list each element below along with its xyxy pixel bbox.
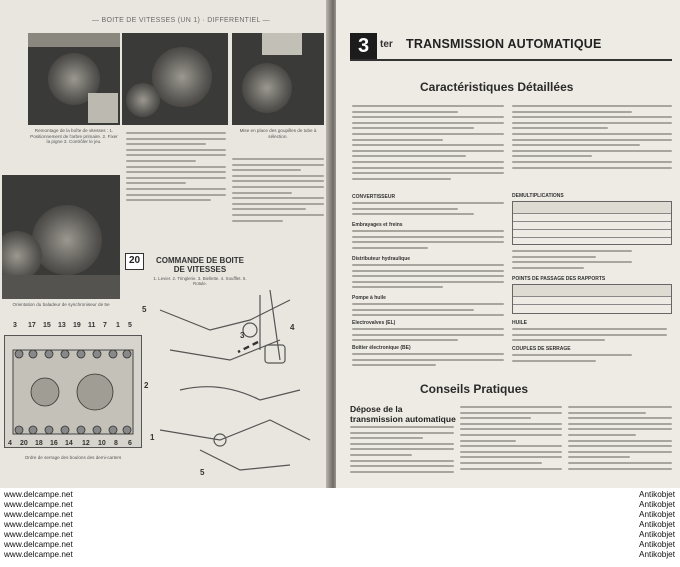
linkage-drawing — [140, 290, 320, 480]
watermark-left: www.delcampe.net — [4, 510, 73, 519]
diagram-number: 17 — [28, 322, 36, 329]
diagram-number: 13 — [58, 322, 66, 329]
diagram-number: 3 — [13, 322, 17, 329]
photo-gearbox-2 — [122, 33, 228, 125]
right-text-column-1 — [352, 105, 504, 183]
chapter-suffix: ter — [380, 39, 393, 50]
left-text-column-2 — [232, 158, 324, 225]
left-page — [0, 0, 336, 488]
right-text-block — [352, 353, 504, 370]
subhead-electrovalves: Electrovalves (EL) — [352, 320, 396, 326]
photo-synchro — [2, 175, 120, 299]
bolt-order-diagram — [4, 335, 142, 448]
subhead-distributeur: Distributeur hydraulique — [352, 256, 411, 262]
diagram-number: 12 — [82, 440, 90, 447]
watermark-left: www.delcampe.net — [4, 500, 73, 509]
diagram-number: 6 — [128, 440, 132, 447]
diagram-number: 8 — [114, 440, 118, 447]
diagram-number: 10 — [98, 440, 106, 447]
watermark-left: www.delcampe.net — [4, 490, 73, 499]
subhead-points-passage: POINTS DE PASSAGE DES RAPPORTS — [512, 276, 606, 282]
diagram-number: 1 — [116, 322, 120, 329]
diagram-number: 16 — [50, 440, 58, 447]
drawing-number: 4 — [290, 323, 295, 332]
shift-points-table — [512, 284, 672, 314]
photo-caption-2: Mise en place des goupilles de tube à sélection. — [239, 128, 317, 139]
diagram-number: 15 — [43, 322, 51, 329]
section-title: COMMANDE DE BOITE DE VITESSES — [156, 256, 244, 274]
watermark-right: Antikobjet — [639, 520, 675, 529]
diagram-number: 18 — [35, 440, 43, 447]
right-text-column-4 — [460, 406, 562, 473]
running-head: — BOITE DE VITESSES (UN 1) · DIFFERENTIEL — — [92, 17, 270, 24]
drawing-number: 2 — [144, 381, 149, 390]
diagram-number: 5 — [128, 322, 132, 329]
right-text-block — [512, 328, 667, 345]
section-number: 20 — [125, 253, 144, 270]
diagram-number: 14 — [65, 440, 73, 447]
drawing-number: 1 — [150, 433, 155, 442]
drawing-number: 5 — [142, 305, 147, 314]
diagram-number: 4 — [8, 440, 12, 447]
demultiplication-table — [512, 201, 672, 245]
drawing-number: 3 — [240, 331, 245, 340]
right-text-block — [352, 328, 504, 345]
subhead-pompe: Pompe à huile — [352, 295, 386, 301]
watermark-right: Antikobjet — [639, 550, 675, 559]
right-text-column-3 — [350, 426, 454, 476]
heading-caracteristiques: Caractéristiques Détaillées — [420, 80, 574, 94]
right-text-block — [512, 354, 632, 365]
diagram-number: 11 — [88, 322, 96, 329]
left-text-column-1 — [126, 132, 226, 205]
right-text-block — [352, 202, 504, 219]
diagram-number: 19 — [73, 322, 81, 329]
subhead-couples: COUPLES DE SERRAGE — [512, 346, 571, 352]
watermark-right: Antikobjet — [639, 530, 675, 539]
diagram-number: 20 — [20, 440, 28, 447]
photo-caption-4: Ordre de serrage des boulons des demi-carters — [24, 455, 122, 460]
title-rule — [350, 59, 672, 61]
right-text-block — [352, 303, 504, 320]
watermark-right: Antikobjet — [639, 540, 675, 549]
right-text-block — [352, 230, 504, 252]
watermark-left: www.delcampe.net — [4, 550, 73, 559]
watermark-strip — [0, 488, 680, 567]
watermark-left: www.delcampe.net — [4, 530, 73, 539]
chapter-number: 3 — [350, 33, 377, 59]
subheading-depose: Dépose de la transmission automatique — [350, 404, 456, 424]
photo-caption-3: Orientation du baladeur de synchroniseur de 5e — [12, 302, 110, 307]
section-subtitle: 1. Levier. 2. Tringlerie. 3. Biellette. 4. Soufflet. 5. Rotule. — [153, 276, 247, 287]
watermark-right: Antikobjet — [639, 510, 675, 519]
subhead-convertisseur: CONVERTISSEUR — [352, 194, 396, 200]
chapter-title: TRANSMISSION AUTOMATIQUE — [406, 37, 602, 51]
watermark-right: Antikobjet — [639, 490, 675, 499]
photo-gearbox-1 — [28, 33, 120, 125]
heading-conseils: Conseils Pratiques — [420, 382, 529, 396]
drawing-number: 5 — [200, 468, 205, 477]
right-text-column-2 — [512, 105, 672, 172]
right-text-block — [352, 264, 504, 292]
subhead-demultiplications: DEMULTIPLICATIONS — [512, 193, 564, 199]
subhead-embrayages: Embrayages et freins — [352, 222, 403, 228]
right-text-column-5 — [568, 406, 672, 473]
photo-gearbox-3 — [232, 33, 324, 125]
watermark-left: www.delcampe.net — [4, 540, 73, 549]
diagram-number: 7 — [103, 322, 107, 329]
watermark-left: www.delcampe.net — [4, 520, 73, 529]
subhead-boitier: Boîtier électronique (BE) — [352, 345, 411, 351]
photo-caption-1: Remontage de la boîte de vitesses : 1. Positionnement de l'arbre primaire. 2. Fixer la pigne 3. Contrôler le jeu. — [30, 128, 118, 145]
subhead-huile: HUILE — [512, 320, 527, 326]
watermark-right: Antikobjet — [639, 500, 675, 509]
right-text-block — [512, 250, 632, 272]
